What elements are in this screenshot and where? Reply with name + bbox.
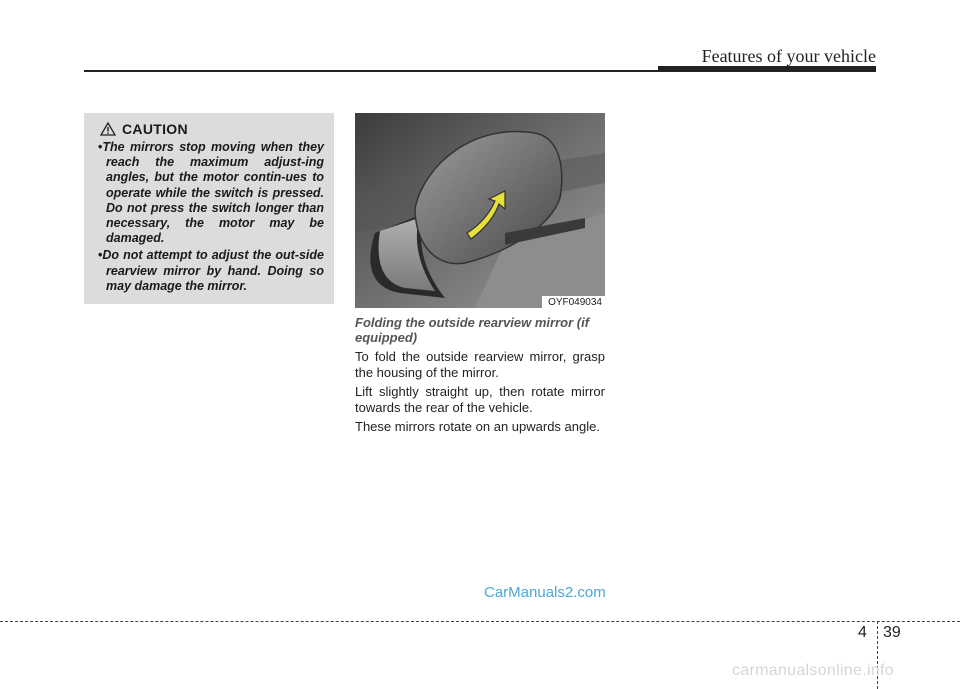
page-number: 39 bbox=[883, 624, 901, 641]
paragraph: These mirrors rotate on an upwards angle. bbox=[355, 419, 600, 434]
caution-title: CAUTION bbox=[122, 121, 188, 137]
caution-heading bbox=[100, 121, 324, 137]
paragraph: Lift slightly straight up, then rotate mirror towards the rear of the vehicle. bbox=[355, 384, 605, 415]
mirror-illustration bbox=[355, 113, 605, 308]
header-rule-thin bbox=[84, 70, 658, 72]
chapter-number: 4 bbox=[858, 624, 867, 641]
warning-triangle-icon bbox=[100, 122, 116, 136]
section-title: Folding the outside rearview mirror (if equipped) bbox=[355, 315, 590, 345]
caution-list bbox=[94, 140, 324, 294]
caution-item: • The mirrors stop moving when they reach the maximum adjust-ing angles, but the motor contin-ues to operate while the switch is pressed. Do not press the switch longer than necessary, the motor may be damaged. bbox=[94, 140, 324, 246]
caution-item: • Do not attempt to adjust the out-side rearview mirror by hand. Doing so may damage the mirror. bbox=[94, 248, 324, 294]
footer-divider bbox=[0, 621, 960, 622]
section-body bbox=[355, 315, 605, 439]
mirror-figure bbox=[355, 113, 605, 308]
watermark-link[interactable]: CarManuals2.com bbox=[484, 584, 606, 601]
figure-code: OYF049034 bbox=[542, 296, 605, 308]
header-rule-thick bbox=[658, 66, 876, 72]
caution-box bbox=[84, 113, 334, 304]
site-watermark: carmanualsonline.info bbox=[732, 662, 894, 679]
page-header-title: Features of your vehicle bbox=[701, 46, 876, 66]
paragraph: To fold the outside rearview mirror, grasp the housing of the mirror. bbox=[355, 349, 605, 380]
